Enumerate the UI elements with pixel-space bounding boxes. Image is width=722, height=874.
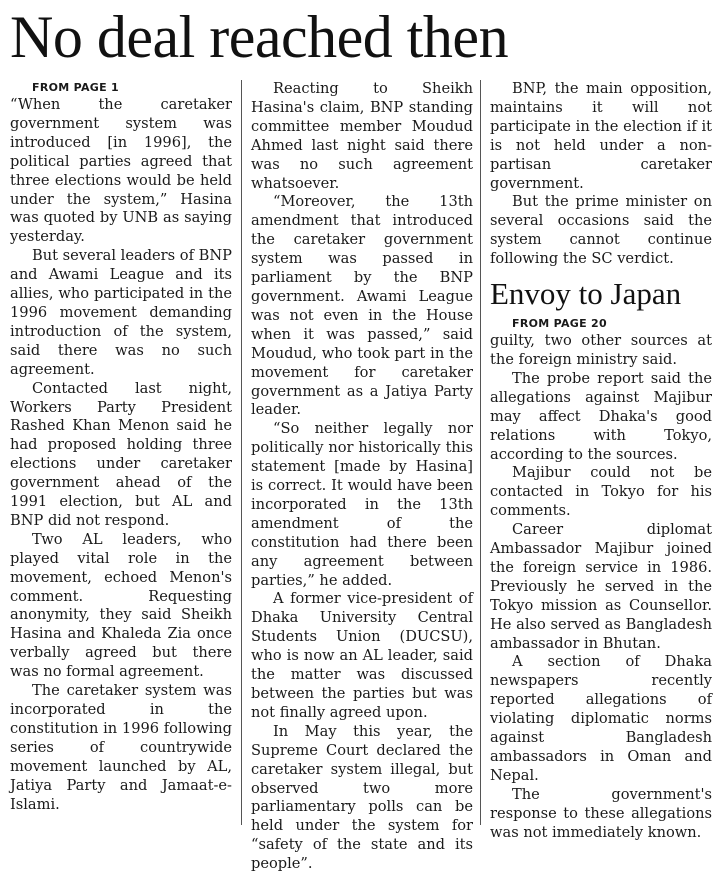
- article-paragraph: But the prime minister on several occasions said the system cannot continue following the SC verdict.: [490, 193, 712, 268]
- sidebar-paragraph: A section of Dhaka newspapers recently reported allegations of violating diplomatic norms against Bangladesh ambassadors in Oman and Nepal.: [490, 653, 712, 784]
- sidebar-paragraph: Majibur could not be contacted in Tokyo for his comments.: [490, 464, 712, 520]
- article-paragraph: But several leaders of BNP and Awami League and its allies, who participated in the 1996 movement demanding introduction of the system, said there was no such agreement.: [10, 247, 232, 378]
- column-2: [251, 80, 473, 873]
- article-paragraph: “Moreover, the 13th amendment that introduced the caretaker government system was passed in parliament by the BNP government. Awami League was not even in the House when it was passed,” said Moudud, who took part in the movement for caretaker government as a Jatiya Party leader.: [251, 193, 473, 419]
- article-paragraph: A former vice-president of Dhaka University Central Students Union (DUCSU), who is now an AL leader, said the matter was discussed between the parties but was not finally agreed upon.: [251, 590, 473, 721]
- article-paragraph: Reacting to Sheikh Hasina's claim, BNP standing committee member Moudud Ahmed last night said there was no such agreement whatsoever.: [251, 80, 473, 192]
- article-paragraph: “When the caretaker government system was introduced [in 1996], the political parties agreed that three elections would be held under the system,” Hasina was quoted by UNB as saying yesterday.: [10, 96, 232, 246]
- article-paragraph: In May this year, the Supreme Court declared the caretaker system illegal, but observed two more parliamentary polls can be held under the system for “safety of the state and its people”.: [251, 722, 473, 873]
- article-paragraph: BNP, the main opposition, maintains it will not participate in the election if it is not held under a non-partisan caretaker government.: [490, 80, 712, 192]
- continuation-kicker: FROM PAGE 20: [512, 317, 607, 331]
- sidebar-paragraph: Career diplomat Ambassador Majibur joined the foreign service in 1986. Previously he served in the Tokyo mission as Counsellor. He also served as Bangladesh ambassador in Bhutan.: [490, 521, 712, 652]
- column-divider: [480, 80, 481, 825]
- column-3: [490, 80, 712, 841]
- headline: No deal reached then: [10, 4, 509, 70]
- article-paragraph: “So neither legally nor politically nor historically this statement [made by Hasina] is correct. It would have been incorporated in the 13th amendment of the constitution had there been any agreement between parties,” he added.: [251, 420, 473, 589]
- article-paragraph: Contacted last night, Workers Party President Rashed Khan Menon said he had proposed holding three elections under caretaker government ahead of the 1991 election, but AL and BNP did not respond.: [10, 379, 232, 529]
- article-paragraph: Two AL leaders, who played vital role in the movement, echoed Menon's comment. Requesting anonymity, they said Sheikh Hasina and Khaleda Zia once verbally agreed but there was no formal agreement.: [10, 530, 232, 681]
- column-1: [10, 80, 232, 825]
- sidebar-paragraph: guilty, two other sources at the foreign ministry said.: [490, 332, 712, 368]
- sidebar-paragraph: The government's response to these allegations was not immediately known.: [490, 785, 712, 841]
- column-divider: [241, 80, 242, 825]
- sidebar-paragraph: The probe report said the allegations against Majibur may affect Dhaka's good relations with Tokyo, according to the sources.: [490, 369, 712, 463]
- continuation-kicker: FROM PAGE 1: [32, 81, 120, 94]
- article-paragraph: The caretaker system was incorporated in the constitution in 1996 following series of countrywide movement launched by AL, Jatiya Party and Jamaat-e-Islami.: [10, 682, 232, 813]
- sidebar-title: Envoy to Japan: [490, 276, 682, 312]
